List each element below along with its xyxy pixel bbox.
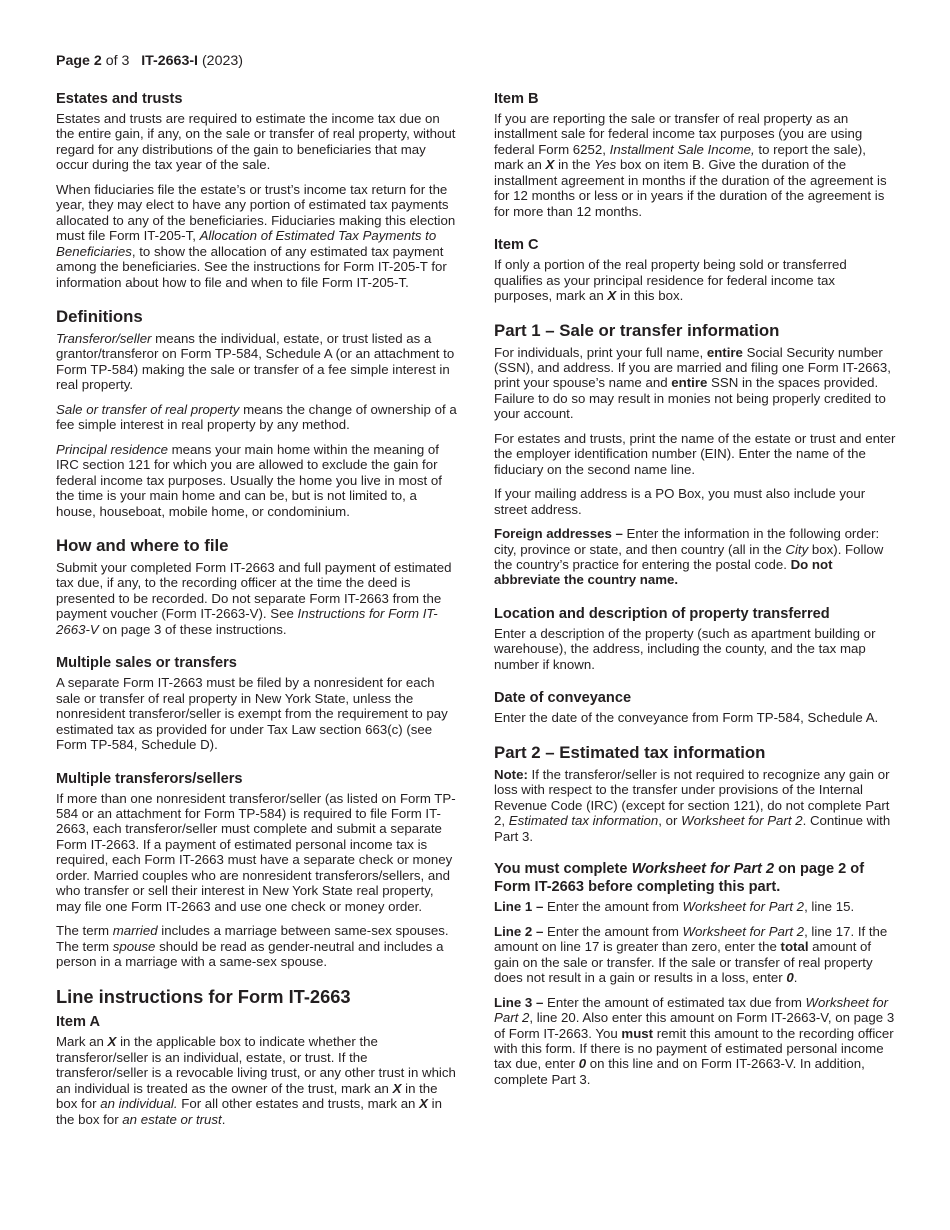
subheading-item-b: Item B — [494, 91, 539, 107]
text-run: X — [607, 288, 617, 304]
paragraph — [494, 767, 896, 844]
page-number: 2 — [93, 53, 102, 69]
spacer — [494, 597, 896, 605]
paragraph — [494, 710, 896, 725]
paragraph — [56, 182, 458, 290]
text-run: Instructions for Form IT-2663-V — [56, 606, 438, 637]
text-run: Allocation of Estimated Tax Payments to Beneficiaries — [56, 228, 437, 259]
paragraph — [56, 442, 458, 519]
text-run: When fiduciaries file the estate’s or trust’s income tax return for the year, they may elect to have any portion of estimated tax payments allocated to any of the beneficiaries. Fiduciaries making this election must file Form IT-205-T, — [56, 181, 456, 244]
paragraph — [494, 111, 896, 219]
text-run: Transferor/seller — [56, 330, 152, 346]
text-run: on page 2 of Form IT-2663 before completing this part. — [494, 860, 865, 895]
section-heading-part-2-estimated-tax-information: Part 2 – Estimated tax information — [494, 742, 766, 762]
text-run: , line 17. If the amount on line 17 is greater than zero, enter the — [494, 923, 888, 955]
paragraph — [494, 257, 896, 303]
text-run: You must complete — [494, 860, 632, 877]
text-run: Enter the information in the following order: city, province or state, and then country (all in the — [494, 526, 880, 557]
text-run: If the transferor/seller is not required to recognize any gain or loss with respect to the transfer under provisions of the Internal Revenue Code (IRC) (except for section 121), do not complete Part 2, — [494, 766, 890, 829]
text-run: entire — [706, 344, 743, 360]
paragraph — [56, 560, 458, 637]
paragraph — [494, 345, 896, 422]
section-heading-how-and-where-to-file: How and where to file — [56, 535, 229, 555]
subheading-item-a: Item A — [56, 1014, 101, 1031]
text-run: Estimated tax information — [508, 813, 659, 829]
spacer — [494, 228, 896, 236]
text-run: Enter a description of the property (such as apartment building or warehouse), the address, including the county, and the tax map number if known. — [494, 625, 876, 672]
section-heading-definitions: Definitions — [56, 306, 143, 326]
text-run: box on item B. Give the duration of the installment agreement in months if the duration of the agreement is for 12 months or less or in years if the duration of the agreement is for more than 12 months. — [494, 157, 887, 219]
text-run: means the change of ownership of a fee simple interest in real property by any method. — [56, 401, 457, 433]
text-run: Estates and trusts are required to estimate the income tax due on the entire gain, if any, on the sale or transfer of real property, without regard for any distributions of the gain to beneficiaries that may occur during the tax year of the sale. — [56, 111, 456, 173]
paragraph — [494, 486, 896, 517]
text-run: remit this amount to the recording officer with this form. If there is no payment of estimated personal income tax due, enter — [494, 1025, 894, 1072]
text-run: Sale or transfer of real property — [56, 401, 240, 417]
text-run: in the — [554, 157, 595, 173]
text-run: 0 — [578, 1056, 587, 1072]
paragraph — [56, 111, 458, 173]
text-run: married — [112, 923, 158, 939]
text-run: in this box. — [616, 288, 684, 304]
text-run: X — [419, 1096, 428, 1112]
paragraph — [494, 626, 896, 672]
text-run: Line 2 – — [494, 923, 544, 939]
text-run: Do not abbreviate the country name. — [494, 556, 833, 588]
subheading-estates-and-trusts: Estates and trusts — [56, 91, 183, 107]
spacer — [494, 681, 896, 689]
text-run: should be read as gender-neutral and includes a person in a marriage with a same-sex spouse. — [56, 938, 444, 970]
text-run: For estates and trusts, print the name of the estate or trust and enter the employer identification number (EIN). Enter the name of the fiduciary on the second name line. — [494, 430, 896, 477]
text-run: If more than one nonresident transferor/seller (as listed on Form TP-584 or an attachment for Form TP-584) is required to file Form IT-2663, each transferor/seller must complete and submit a separate Form IT-2663. If a payment of estimated personal income tax is required, each Form IT-2663 must have a separate check or money order. Married couples who are nonresident transferors/sellers, and who transfer or sell their interest in New York State real property, may file one Form IT-2663 and use one check or money order. — [56, 790, 456, 914]
text-run: on this line and on Form IT-2663-V. In addition, complete Part 3. — [494, 1056, 865, 1087]
text-run: Enter the amount of estimated tax due from — [543, 994, 806, 1010]
text-run: Social Security number (SSN), and address. If you are married and filing one Form IT-2663, print your spouse’s name and — [494, 344, 891, 391]
paragraph — [494, 431, 896, 477]
spacer — [494, 313, 896, 321]
page-of-total: of 3 — [105, 53, 130, 69]
text-run: . — [221, 1111, 226, 1127]
text-run: Worksheet for Part 2 — [494, 994, 889, 1026]
text-run: Enter the amount from — [543, 923, 683, 939]
text-run: For all other estates and trusts, mark an — [177, 1096, 420, 1112]
text-run: Yes — [594, 157, 617, 173]
spacer — [56, 528, 458, 536]
worksheet-note-heading — [494, 861, 896, 896]
paragraph — [494, 899, 896, 914]
page-header — [56, 52, 243, 70]
text-run: in the box for — [56, 1080, 438, 1112]
text-run: If you are reporting the sale or transfer of real property as an installment sale for federal income tax purposes (you are using federal Form 6252, — [494, 111, 863, 157]
left-column — [56, 90, 458, 1136]
subheading-multiple-transferors-sellers: Multiple transferors/sellers — [56, 770, 243, 787]
text-run: an estate or trust — [122, 1111, 222, 1127]
text-run: to report the sale), mark an — [494, 141, 866, 173]
spacer — [494, 853, 896, 861]
text-run: 0 — [786, 970, 794, 986]
text-run: , or — [658, 813, 682, 829]
spacer — [56, 646, 458, 654]
spacer — [56, 762, 458, 770]
paragraph — [494, 995, 896, 1088]
text-run: Note: — [494, 766, 528, 782]
text-run: Principal residence — [56, 441, 168, 457]
text-run: Line 1 – — [494, 899, 544, 915]
paragraph — [56, 1034, 458, 1127]
text-run: Submit your completed Form IT-2663 and full payment of estimated tax due, if any, to the recording officer at the time the deed is presented to be recorded. Do not separate Form IT-2663 from the payment voucher (Form IT-2663-V). See — [56, 559, 452, 622]
text-run: on page 3 of these instructions. — [98, 621, 287, 637]
paragraph — [56, 675, 458, 752]
text-run: Worksheet for Part 2 — [631, 860, 775, 877]
text-run: A separate Form IT-2663 must be filed by a nonresident for each sale or transfer of real property in New York State, unless the nonresident transferor/seller is exempt from the requirement to pay estimated tax as provided for under Tax Law section 663(c) (see Form TP-584, Schedule D). — [56, 675, 448, 753]
page-label: Page — [56, 53, 90, 69]
section-heading-line-instructions-for-form-it-2663: Line instructions for Form IT-2663 — [56, 986, 351, 1008]
text-run: spouse — [112, 938, 156, 954]
right-column — [494, 90, 896, 1096]
paragraph — [56, 402, 458, 433]
text-run: Worksheet for Part 2 — [682, 923, 805, 939]
text-run: means the individual, estate, or trust listed as a grantor/transferor on Form TP-584, Schedule A (or an attachment to Form TP-584) making the sale or transfer of a fee simple interest in real property. — [56, 330, 455, 393]
text-run: amount of gain on the sale or transfer. If the sale or transfer of real property does not result in a gain or results in a loss, enter — [494, 939, 873, 986]
text-run: must — [621, 1025, 654, 1041]
text-run: If only a portion of the real property being sold or transferred qualifies as your principal residence for federal income tax purposes, mark an — [494, 257, 847, 304]
text-run: , line 15. — [804, 899, 855, 915]
text-run: City — [785, 541, 809, 557]
spacer — [494, 735, 896, 743]
text-run: entire — [671, 375, 708, 391]
text-run: SSN in the spaces provided. Failure to do so may result in monies not being properly credited to your account. — [494, 375, 886, 422]
paragraph — [56, 331, 458, 393]
text-run: total — [780, 939, 809, 955]
text-run: an individual. — [100, 1096, 178, 1112]
paragraph — [494, 526, 896, 588]
spacer — [56, 299, 458, 307]
text-run: The term — [56, 923, 113, 939]
paragraph — [56, 923, 458, 969]
text-run: in the box for — [56, 1096, 442, 1127]
text-run: X — [107, 1034, 117, 1050]
section-heading-part-1-sale-or-transfer-information: Part 1 – Sale or transfer information — [494, 320, 780, 340]
text-run: Foreign addresses – — [494, 526, 623, 542]
subheading-date-of-conveyance: Date of conveyance — [494, 690, 632, 707]
text-run: X — [392, 1080, 402, 1096]
subheading-item-c: Item C — [494, 237, 539, 254]
text-run: X — [545, 157, 555, 173]
text-run: Installment Sale Income, — [609, 141, 755, 157]
text-run: Worksheet for Part 2 — [682, 899, 805, 915]
text-run: , to show the allocation of any estimated tax payment among the beneficiaries. See the instructions for Form IT-205-T for information about how to file and when to file Form IT-205-T. — [56, 243, 447, 290]
text-run: . Continue with Part 3. — [494, 813, 891, 844]
text-run: . — [793, 970, 798, 986]
text-run: Enter the date of the conveyance from Form TP-584, Schedule A. — [494, 710, 879, 726]
paragraph — [56, 791, 458, 915]
paragraph — [494, 924, 896, 986]
subheading-location-and-description-of-property-transferred: Location and description of property transferred — [494, 605, 830, 622]
spacer — [56, 978, 458, 986]
text-run: Enter the amount from — [543, 899, 683, 915]
form-id: IT-2663-I — [141, 53, 198, 69]
text-run: Worksheet for Part 2 — [681, 813, 803, 829]
text-run: Line 3 – — [494, 994, 544, 1010]
text-run: Mark an — [56, 1034, 108, 1050]
text-run: , line 20. Also enter this amount on Form IT-2663-V, on page 3 of Form IT-2663. You — [494, 1010, 895, 1041]
text-run: box). Follow the country’s practice for entering the postal code. — [494, 541, 884, 572]
text-run: means your main home within the meaning of IRC section 121 for which you are allowed to exclude the gain for federal income tax purposes. Usually the home you live in most of the time is your main home and can be, but is not limited to, a house, houseboat, mobile home, or condominium. — [56, 441, 442, 519]
text-run: in the applicable box to indicate whether the transferor/seller is an individual, estate, or trust. If the transferor/seller is a revocable living trust, or any other trust in which an individual is treated as the owner of the trust, mark an — [56, 1034, 456, 1096]
form-year: (2023) — [201, 53, 243, 69]
text-run: includes a marriage between same-sex spouses. The term — [56, 923, 449, 954]
subheading-multiple-sales-or-transfers: Multiple sales or transfers — [56, 655, 237, 672]
text-run: For individuals, print your full name, — [494, 344, 707, 360]
text-run: If your mailing address is a PO Box, you must also include your street address. — [494, 486, 866, 517]
